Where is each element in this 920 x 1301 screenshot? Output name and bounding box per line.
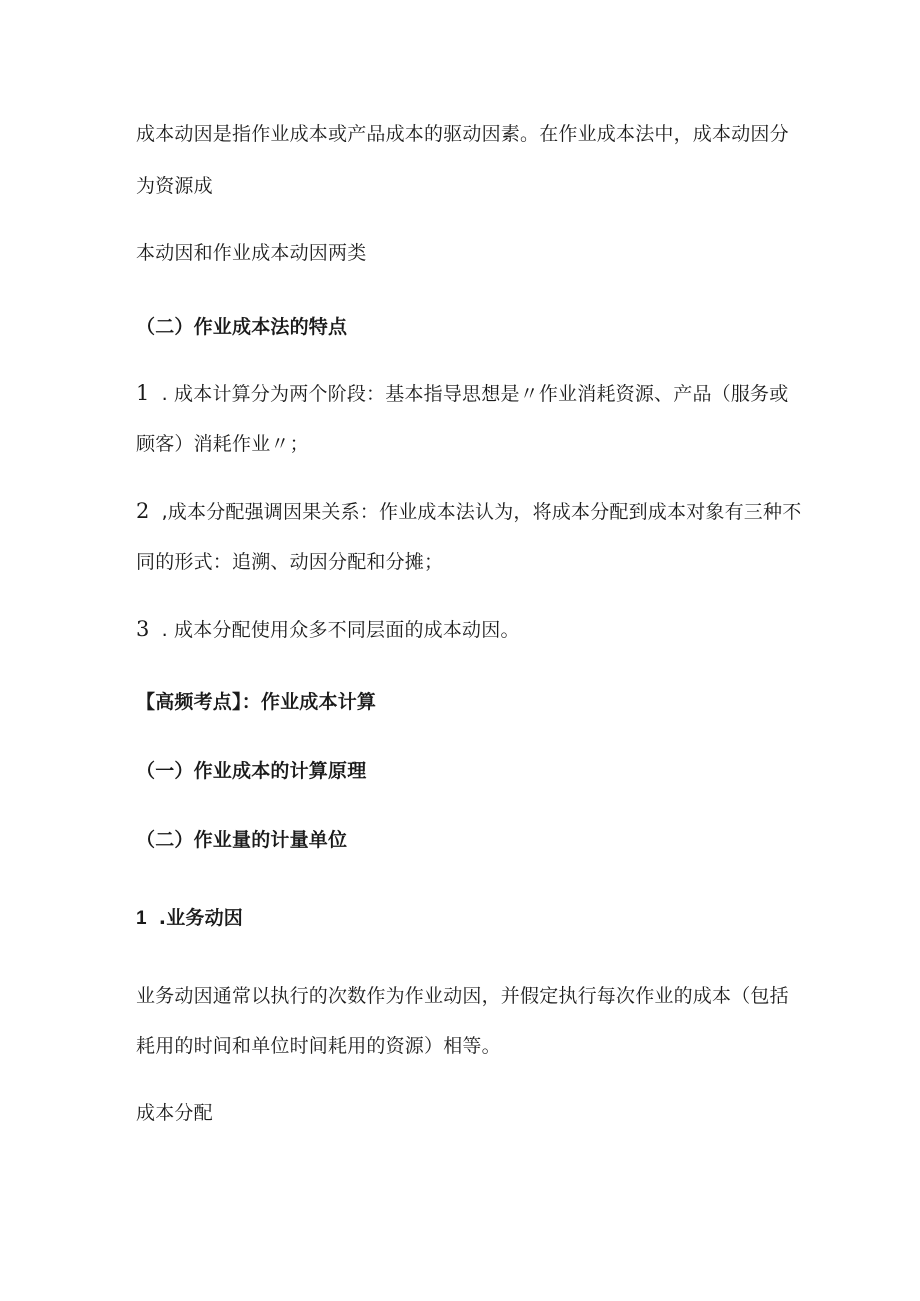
heading-calculation-principle: （一）作业成本的计算原理 xyxy=(136,760,367,782)
list-item-2-line1 xyxy=(136,499,801,524)
paragraph-business-driver-line2: 耗用的时间和单位时间耗用的资源）相等。 xyxy=(136,1035,501,1057)
heading-business-driver xyxy=(136,906,243,931)
paragraph-business-driver-line1: 业务动因通常以执行的次数作为作业动因，并假定执行每次作业的成本（包括 xyxy=(136,985,789,1007)
list-item-1-number: 1 xyxy=(136,381,150,405)
list-item-3-number: 3 xyxy=(136,617,150,641)
list-item-2-number: 2 xyxy=(136,499,150,523)
paragraph-driver-types: 本动因和作业成本动因两类 xyxy=(136,242,367,264)
paragraph-cost-allocation: 成本分配 xyxy=(136,1102,213,1124)
list-item-2-text: ,成本分配强调因果关系：作业成本法认为，将成本分配到成本对象有三种不 xyxy=(161,501,802,523)
heading-measurement-unit: （二）作业量的计量单位 xyxy=(136,829,348,851)
list-item-1-line1 xyxy=(136,381,788,406)
heading-high-frequency: 【高频考点】：作业成本计算 xyxy=(136,691,377,713)
list-item-1-line2: 顾客）消耗作业〃； xyxy=(136,433,309,455)
heading-abc-features: （二）作业成本法的特点 xyxy=(136,316,348,338)
list-item-3-text: . 成本分配使用众多不同层面的成本动因。 xyxy=(161,619,520,641)
list-item-3-line1 xyxy=(136,617,520,642)
list-item-1-text: . 成本计算分为两个阶段：基本指导思想是〃作业消耗资源、产品（服务或 xyxy=(161,383,789,405)
paragraph-cost-driver-line1: 成本动因是指作业成本或产品成本的驱动因素。在作业成本法中，成本动因分 xyxy=(136,123,789,145)
paragraph-cost-driver-line2: 为资源成 xyxy=(136,175,213,197)
heading-business-driver-text: .业务动因 xyxy=(158,907,243,929)
list-item-2-line2: 同的形式：追溯、动因分配和分摊； xyxy=(136,551,444,573)
heading-business-driver-number: 1 xyxy=(136,908,147,929)
